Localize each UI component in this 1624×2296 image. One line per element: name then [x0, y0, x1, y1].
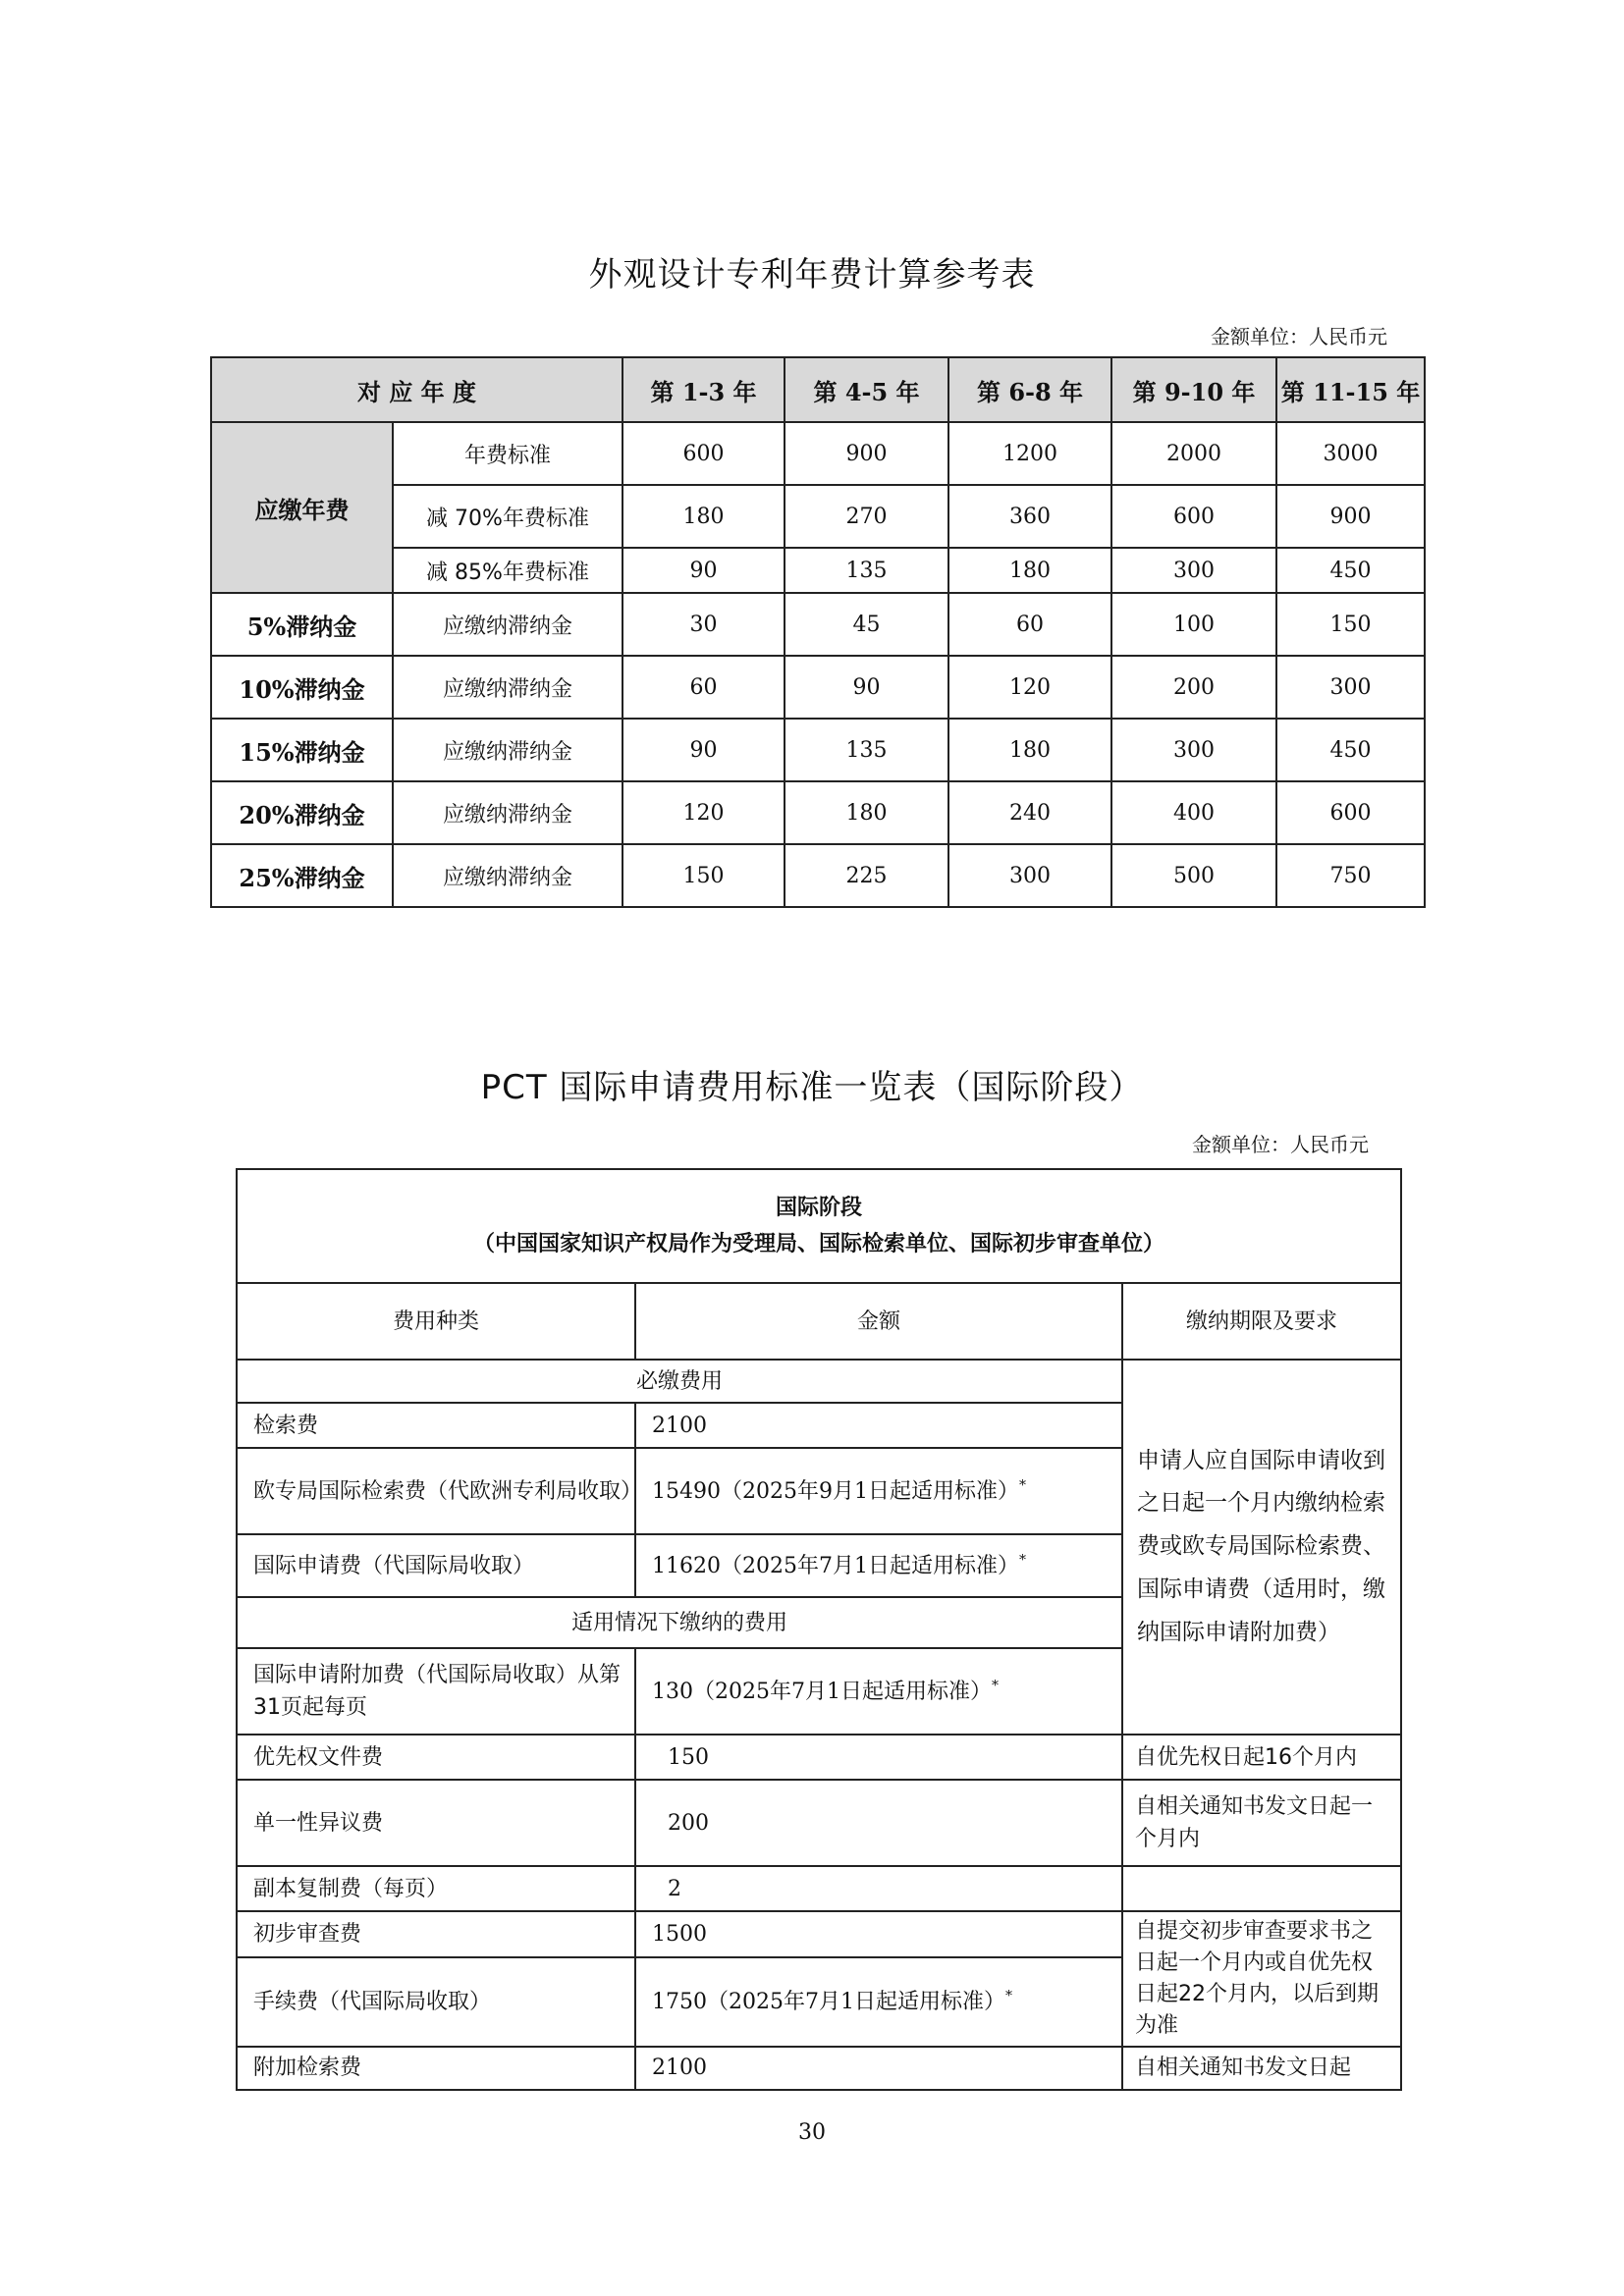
design-patent-annual-fee-table [210, 356, 1426, 908]
row-sublabel: 减 85%年费标准 [393, 548, 623, 593]
table-row [237, 1866, 1401, 1911]
table2-caption [237, 1169, 1401, 1283]
group-label-annual-fee: 应缴年费 [211, 422, 393, 593]
fee-amount-cell [635, 1448, 1122, 1534]
table-cell: 300 [948, 844, 1111, 907]
table2-header-row [237, 1283, 1401, 1360]
fee-name: 国际申请费（代国际局收取） [237, 1534, 635, 1597]
fee-name: 初步审查费 [237, 1911, 635, 1957]
fee-amount: 15490（2025年9月1日起适用标准） [652, 1478, 1019, 1504]
table1-unit: 金额单位：人民币元 [1211, 325, 1387, 348]
header-year-11-15: 第 11-15 年 [1276, 357, 1425, 422]
fee-amount: 1750（2025年7月1日起适用标准） [652, 1989, 1005, 2014]
footnote-star: * [1018, 1477, 1026, 1494]
section-required-label: 必缴费用 [237, 1360, 1122, 1403]
table-cell: 180 [948, 548, 1111, 593]
table-row [211, 844, 1425, 907]
table-cell: 135 [785, 719, 948, 781]
row-sublabel: 应缴纳滞纳金 [393, 593, 623, 656]
section-optional-label: 适用情况下缴纳的费用 [237, 1597, 1122, 1648]
header-year-1-3: 第 1-3 年 [623, 357, 785, 422]
header-year-4-5: 第 4-5 年 [785, 357, 948, 422]
fee-name: 检索费 [237, 1403, 635, 1448]
table-row [211, 485, 1425, 548]
fee-amount-cell [635, 1648, 1122, 1735]
fee-requirement: 自优先权日起16个月内 [1122, 1735, 1401, 1780]
table1-header-row [211, 357, 1425, 422]
header-fee-type: 费用种类 [237, 1283, 635, 1360]
caption-line-2: （中国国家知识产权局作为受理局、国际检索单位、国际初步审查单位） [473, 1232, 1165, 1256]
table-cell: 360 [948, 485, 1111, 548]
table-cell: 900 [1276, 485, 1425, 548]
table-cell: 30 [623, 593, 785, 656]
table-cell: 180 [948, 719, 1111, 781]
row-sublabel: 应缴纳滞纳金 [393, 781, 623, 844]
section-row-required [237, 1360, 1401, 1403]
header-year-9-10: 第 9-10 年 [1111, 357, 1276, 422]
table-cell: 600 [623, 422, 785, 485]
fee-amount: 2 [635, 1866, 1122, 1911]
fee-name: 附加检索费 [237, 2047, 635, 2090]
requirement-main: 申请人应自国际申请收到之日起一个月内缴纳检索费或欧专局国际检索费、国际申请费（适用时，缴纳国际申请附加费） [1122, 1360, 1401, 1735]
fee-amount: 2100 [635, 1403, 1122, 1448]
table-row [237, 2047, 1401, 2090]
table-cell: 450 [1276, 719, 1425, 781]
row-label: 25%滞纳金 [211, 844, 393, 907]
fee-requirement [1122, 1866, 1401, 1911]
table-cell: 150 [1276, 593, 1425, 656]
table-cell: 600 [1276, 781, 1425, 844]
fee-requirement: 自相关通知书发文日起一个月内 [1122, 1780, 1401, 1866]
table-row [211, 781, 1425, 844]
header-year-label: 对 应 年 度 [211, 357, 623, 422]
table-cell: 180 [623, 485, 785, 548]
fee-name: 单一性异议费 [237, 1780, 635, 1866]
table-cell: 180 [785, 781, 948, 844]
page-number: 30 [798, 2120, 826, 2145]
fee-amount: 11620（2025年7月1日起适用标准） [652, 1553, 1019, 1578]
table-cell: 400 [1111, 781, 1276, 844]
fee-amount: 200 [635, 1780, 1122, 1866]
table-cell: 300 [1111, 548, 1276, 593]
fee-amount: 1500 [635, 1911, 1122, 1957]
fee-name: 优先权文件费 [237, 1735, 635, 1780]
table-cell: 300 [1111, 719, 1276, 781]
table-cell: 60 [948, 593, 1111, 656]
table-cell: 1200 [948, 422, 1111, 485]
table-cell: 100 [1111, 593, 1276, 656]
row-label: 20%滞纳金 [211, 781, 393, 844]
header-requirement: 缴纳期限及要求 [1122, 1283, 1401, 1360]
table-cell: 60 [623, 656, 785, 719]
table1-title: 外观设计专利年费计算参考表 [588, 255, 1036, 294]
table-cell: 200 [1111, 656, 1276, 719]
footnote-star: * [1004, 1988, 1012, 2004]
table-cell: 750 [1276, 844, 1425, 907]
fee-name: 手续费（代国际局收取） [237, 1957, 635, 2046]
table2-unit: 金额单位：人民币元 [1192, 1133, 1369, 1156]
table2-title: PCT 国际申请费用标准一览表（国际阶段） [480, 1068, 1144, 1107]
table-cell: 90 [785, 656, 948, 719]
table-row [211, 422, 1425, 485]
row-sublabel: 年费标准 [393, 422, 623, 485]
row-sublabel: 减 70%年费标准 [393, 485, 623, 548]
table-cell: 45 [785, 593, 948, 656]
table-cell: 450 [1276, 548, 1425, 593]
table-row [211, 548, 1425, 593]
fee-requirement: 自相关通知书发文日起 [1122, 2047, 1401, 2090]
row-label: 5%滞纳金 [211, 593, 393, 656]
table2-caption-row [237, 1169, 1401, 1283]
caption-line-1: 国际阶段 [776, 1195, 863, 1220]
table-cell: 150 [623, 844, 785, 907]
table-cell: 900 [785, 422, 948, 485]
prelim-requirement: 自提交初步审查要求书之日起一个月内或自优先权日起22个月内，以后到期为准 [1122, 1911, 1401, 2047]
row-sublabel: 应缴纳滞纳金 [393, 844, 623, 907]
footnote-star: * [1018, 1552, 1026, 1569]
table-row [211, 656, 1425, 719]
fee-amount-cell [635, 1534, 1122, 1597]
pct-international-fee-table [236, 1168, 1402, 2091]
table-cell: 90 [623, 548, 785, 593]
row-label: 15%滞纳金 [211, 719, 393, 781]
fee-name: 副本复制费（每页） [237, 1866, 635, 1911]
fee-amount: 130（2025年7月1日起适用标准） [652, 1679, 992, 1704]
table-cell: 135 [785, 548, 948, 593]
table-cell: 500 [1111, 844, 1276, 907]
table-cell: 2000 [1111, 422, 1276, 485]
row-sublabel: 应缴纳滞纳金 [393, 656, 623, 719]
table-row [237, 1735, 1401, 1780]
table-cell: 240 [948, 781, 1111, 844]
table-cell: 225 [785, 844, 948, 907]
table-row [237, 1911, 1401, 1957]
fee-name: 欧专局国际检索费（代欧洲专利局收取） [237, 1448, 635, 1534]
table-row [211, 719, 1425, 781]
table-cell: 3000 [1276, 422, 1425, 485]
table-cell: 120 [948, 656, 1111, 719]
table-cell: 120 [623, 781, 785, 844]
row-label: 10%滞纳金 [211, 656, 393, 719]
row-sublabel: 应缴纳滞纳金 [393, 719, 623, 781]
table-cell: 600 [1111, 485, 1276, 548]
fee-name: 国际申请附加费（代国际局收取）从第31页起每页 [237, 1648, 635, 1735]
footnote-star: * [991, 1678, 999, 1694]
header-amount: 金额 [635, 1283, 1122, 1360]
table-row [211, 593, 1425, 656]
header-year-6-8: 第 6-8 年 [948, 357, 1111, 422]
table-cell: 90 [623, 719, 785, 781]
fee-amount: 150 [635, 1735, 1122, 1780]
table-row [237, 1780, 1401, 1866]
fee-amount-cell [635, 1957, 1122, 2046]
table-cell: 270 [785, 485, 948, 548]
table-cell: 300 [1276, 656, 1425, 719]
fee-amount: 2100 [635, 2047, 1122, 2090]
